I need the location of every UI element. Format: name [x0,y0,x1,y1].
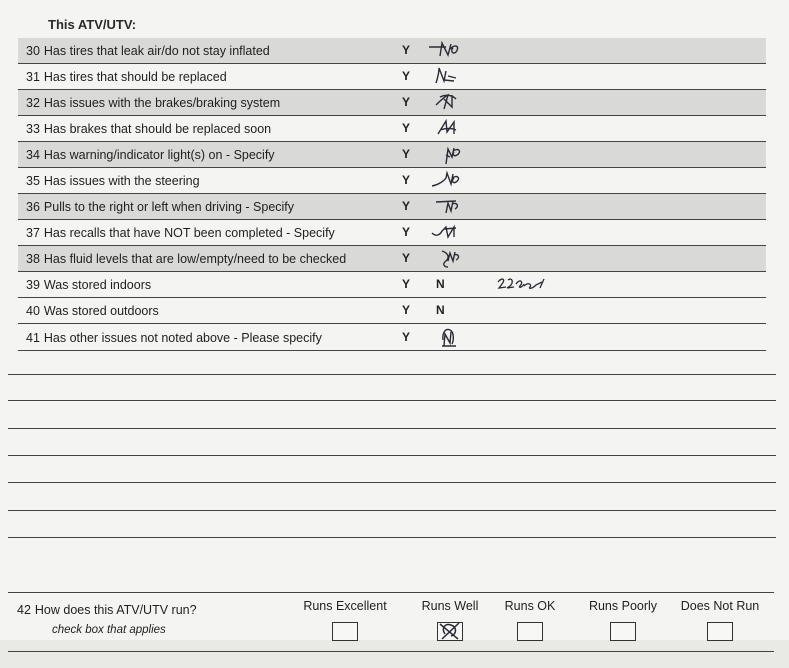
question-text: How does this ATV/UTV run? [34,603,197,617]
handwritten-n-mark [426,221,466,243]
handwritten-n-mark [426,247,466,269]
question-label [26,246,346,272]
option-runs-excellent [294,599,396,641]
handwritten-n-mark [426,91,466,113]
question-label [26,116,271,142]
no-option[interactable]: N [436,277,445,291]
yes-option[interactable]: Y [402,121,411,135]
no-option[interactable]: N [436,303,445,317]
checkbox-runs-poorly[interactable] [610,622,636,641]
yes-option[interactable]: Y [402,251,411,265]
question-row-34 [18,142,766,168]
option-label: Runs Poorly [588,599,658,613]
option-does-not-run [672,599,768,641]
question-label [26,64,227,90]
handwritten-n-mark [426,143,466,165]
question-text: Has warning/indicator light(s) on - Specify [43,148,275,162]
question-42-section [8,592,774,652]
question-number: 36 [26,200,40,214]
question-label [26,90,280,116]
question-number: 41 [26,331,40,345]
question-label [26,272,151,298]
yes-option[interactable]: Y [402,199,411,213]
question-row-31 [18,64,766,90]
question-number: 39 [26,278,40,292]
yes-option[interactable]: Y [402,303,411,317]
question-text: Has tires that leak air/do not stay inflated [43,44,270,58]
handwritten-n-mark [426,169,466,191]
handwritten-n-mark [426,117,466,139]
yes-option[interactable]: Y [402,277,411,291]
checkbox-runs-well[interactable] [437,622,463,641]
question-label [26,168,200,194]
question-row-36 [18,194,766,220]
question-text: Has tires that should be replaced [43,70,227,84]
blank-line[interactable] [8,400,776,401]
option-label: Runs Well [421,599,479,613]
handwritten-n-mark [426,65,466,87]
question-row-33 [18,116,766,142]
yes-option[interactable]: Y [402,225,411,239]
handwritten-note [496,274,550,294]
question-row-41 [18,325,766,351]
question-text: Has issues with the steering [43,174,200,188]
yes-option[interactable]: Y [402,69,411,83]
option-runs-well [412,599,488,641]
question-label [26,142,275,168]
question-text: Pulls to the right or left when driving - Specify [43,200,295,214]
question-number: 35 [26,174,40,188]
blank-line[interactable] [8,428,776,429]
question-number: 34 [26,148,40,162]
checkbox-runs-ok[interactable] [517,622,543,641]
question-number: 42 [17,603,31,617]
question-row-30 [18,38,766,64]
question-label [26,38,270,64]
yes-option[interactable]: Y [402,147,411,161]
blank-line[interactable] [8,482,776,483]
question-row-40 [18,298,766,324]
checkmark-x-icon [435,620,465,642]
blank-line[interactable] [8,374,776,375]
question-row-38 [18,246,766,272]
option-label: Does Not Run [680,599,760,613]
checkbox-does-not-run[interactable] [707,622,733,641]
question-text: Has brakes that should be replaced soon [43,122,272,136]
question-label [26,220,335,246]
question-text: Has fluid levels that are low/empty/need to be checked [43,252,347,266]
question-number: 40 [26,304,40,318]
question-number: 33 [26,122,40,136]
question-42-label [17,603,197,617]
yes-option[interactable]: Y [402,173,411,187]
yes-option[interactable]: Y [402,330,411,344]
yes-option[interactable]: Y [402,43,411,57]
question-label [26,298,159,324]
checkbox-runs-excellent[interactable] [332,622,358,641]
option-runs-ok [498,599,562,641]
question-row-32 [18,90,766,116]
handwritten-n-mark [426,326,466,348]
blank-line[interactable] [8,537,776,538]
question-number: 31 [26,70,40,84]
question-text: Was stored indoors [43,278,152,292]
question-number: 30 [26,44,40,58]
yes-option[interactable]: Y [402,95,411,109]
blank-line[interactable] [8,510,776,511]
question-text: Has issues with the brakes/braking system [43,96,281,110]
question-number: 37 [26,226,40,240]
question-text: Has other issues not noted above - Please specify [43,331,322,345]
question-number: 32 [26,96,40,110]
option-runs-poorly [580,599,666,641]
question-number: 38 [26,252,40,266]
question-row-35 [18,168,766,194]
question-row-37 [18,220,766,246]
option-label: Runs Excellent [303,599,387,613]
option-label: Runs OK [504,599,556,613]
question-label [26,325,322,351]
question-row-39 [18,272,766,298]
question-label [26,194,294,220]
question-42-hint: check box that applies [52,624,166,636]
question-text: Was stored outdoors [43,304,159,318]
blank-line[interactable] [8,455,776,456]
handwritten-n-mark [426,39,466,61]
section-title: This ATV/UTV: [48,17,137,32]
question-text: Has recalls that have NOT been completed - Specify [43,226,335,240]
handwritten-n-mark [426,195,466,217]
